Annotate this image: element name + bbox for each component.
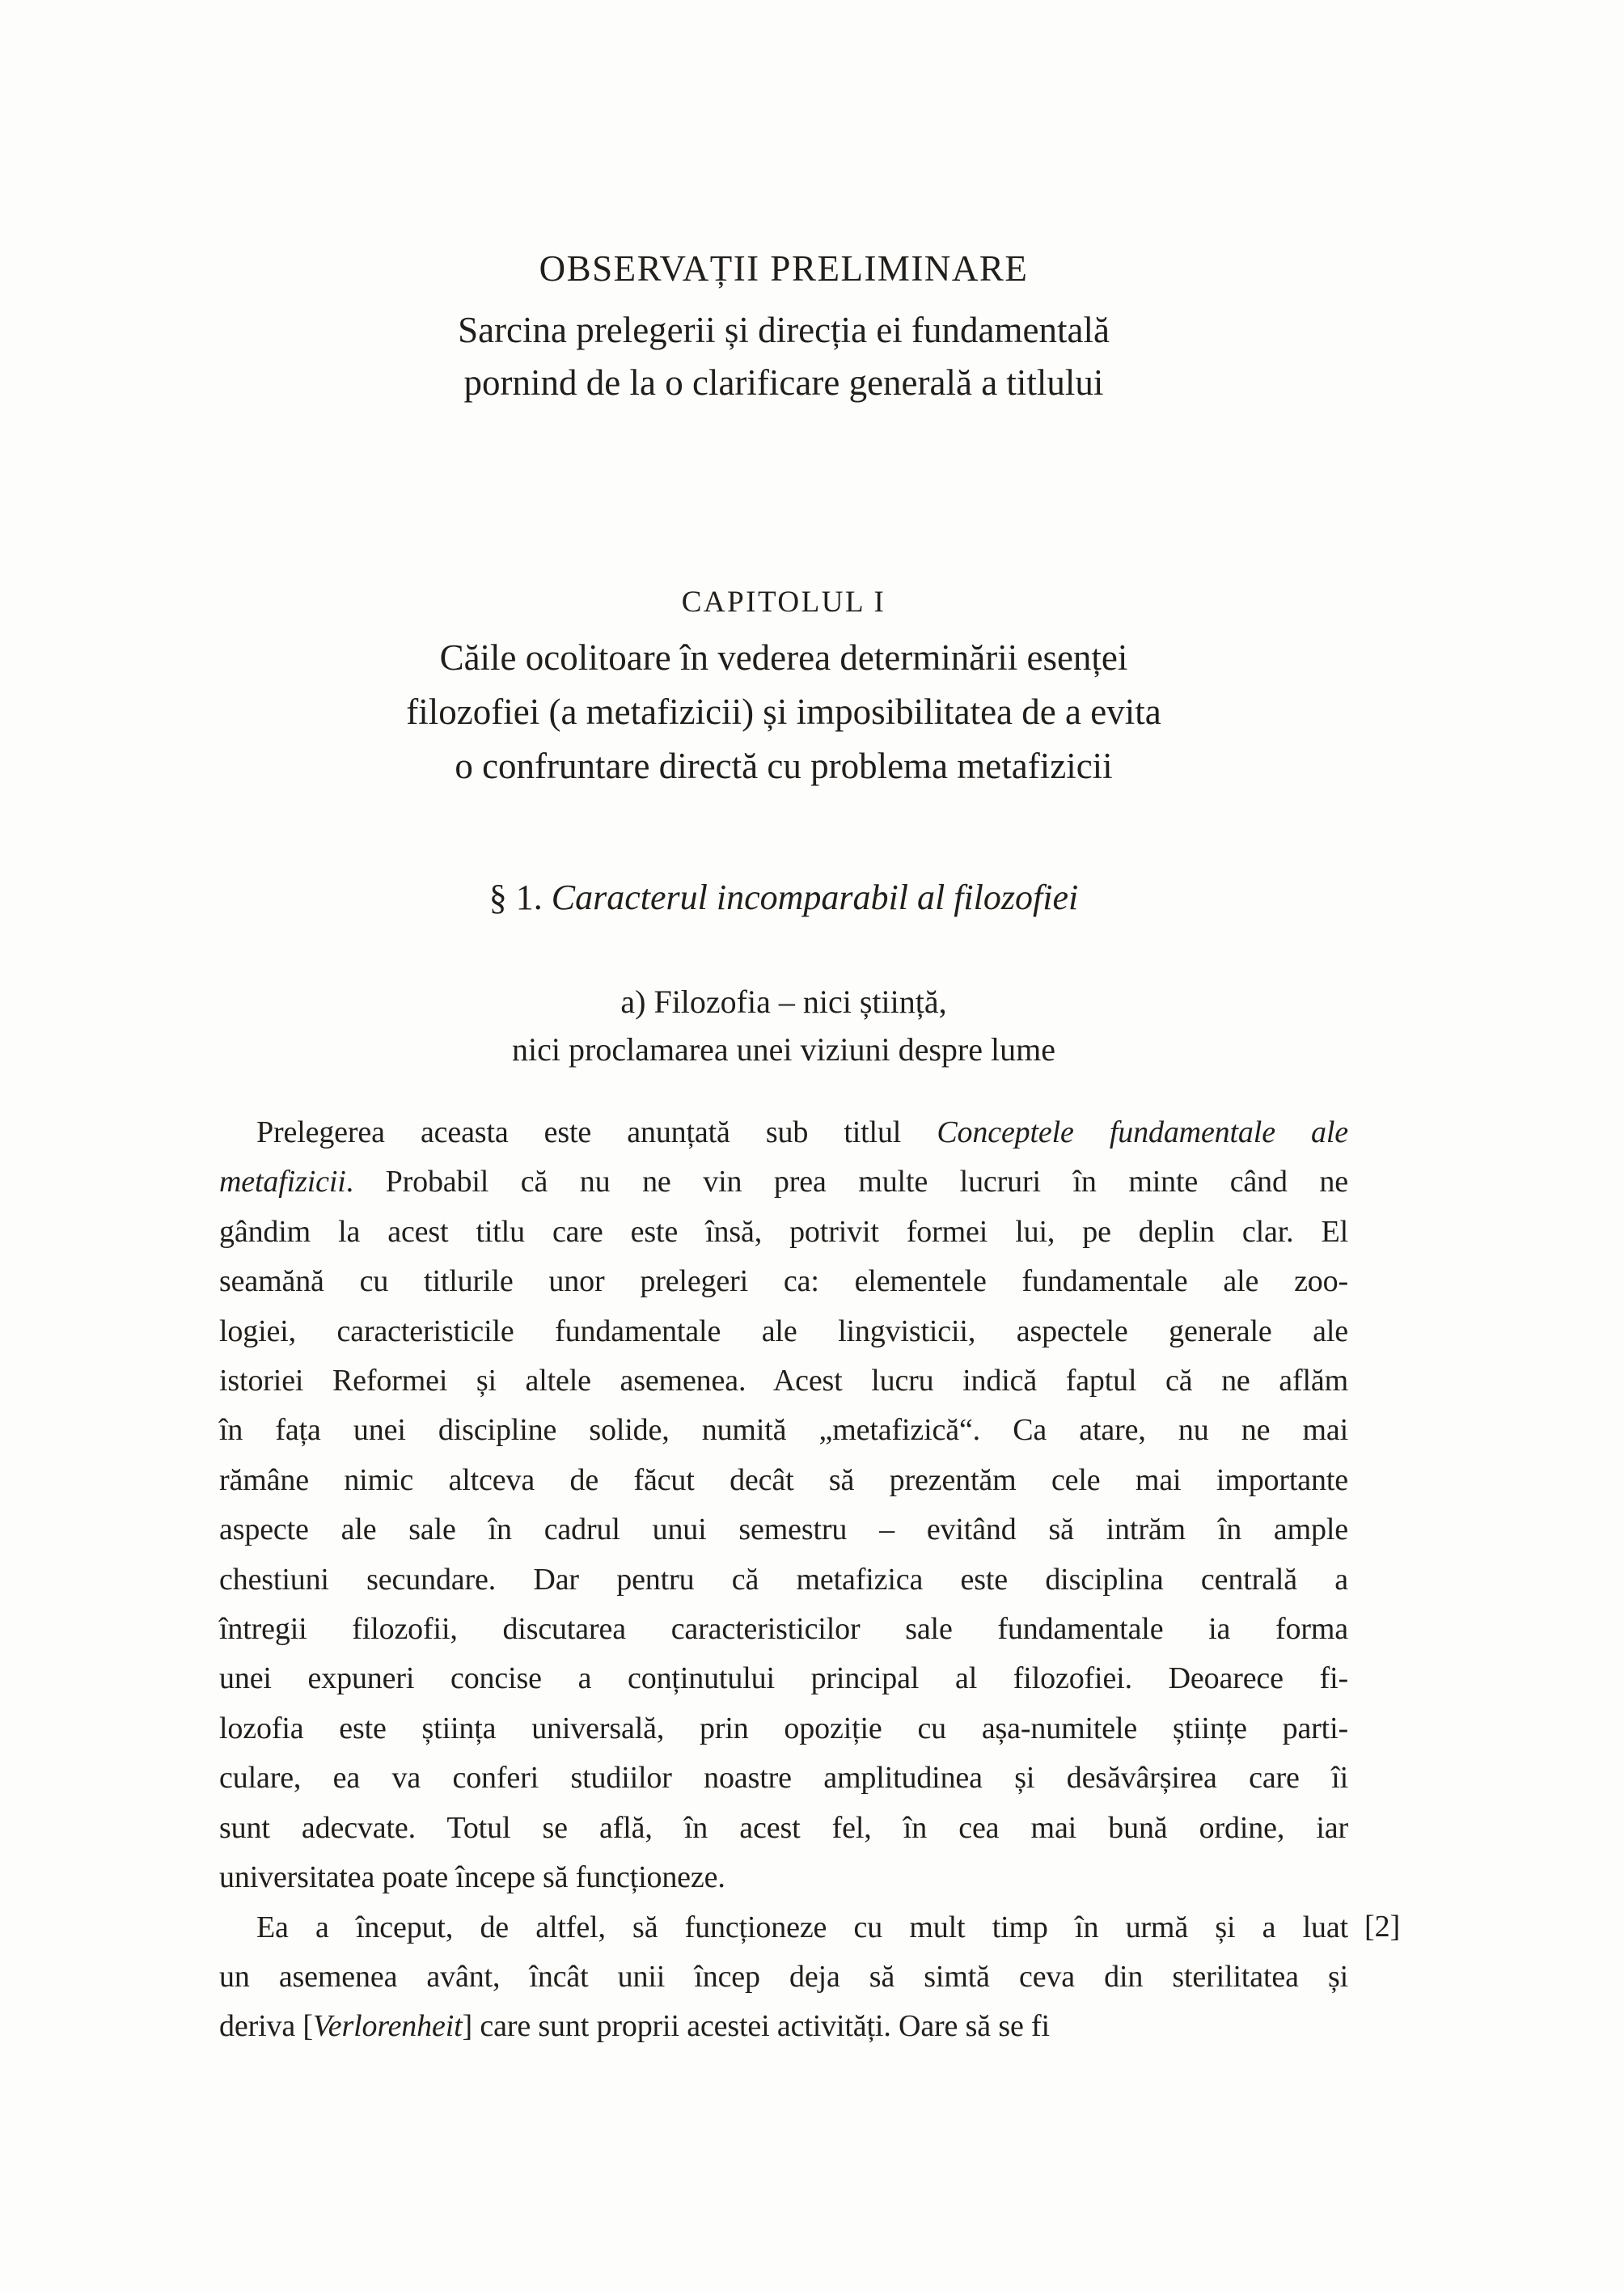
paragraph bbox=[219, 1903, 1348, 2052]
subsection-line-1: a) Filozofia – nici știință, bbox=[620, 984, 947, 1020]
text-line: istoriei Reformei și altele asemenea. Acest lucru indică faptul că ne aflăm bbox=[219, 1364, 1348, 1398]
text-line: rămâne nimic altceva de făcut decât să prezentăm cele mai importante bbox=[219, 1462, 1348, 1497]
paragraph bbox=[219, 1108, 1348, 1903]
section-heading bbox=[219, 872, 1348, 924]
text-line: un asemenea avânt, încât unii încep deja să simtă ceva din sterilitatea și bbox=[219, 1959, 1348, 1994]
text-line: în fața unei discipline solide, numită „metafizică“. Ca atare, nu ne mai bbox=[219, 1413, 1348, 1448]
text-line: unei expuneri concise a conținutului principal al filozofiei. Deoarece fi- bbox=[219, 1661, 1348, 1696]
text-line: Ea a început, de altfel, să funcționeze cu mult timp în urmă și a luat bbox=[256, 1910, 1348, 1944]
chapter-title bbox=[219, 631, 1348, 793]
text-line: întregii filozofii, discutarea caracteristicilor sale fundamentale ia forma bbox=[219, 1612, 1348, 1647]
margin-page-marker: [2] bbox=[1364, 1910, 1401, 1944]
text-line: aspecte ale sale în cadrul unui semestru – evitând să intrăm în ample bbox=[219, 1512, 1348, 1547]
subsection-line-2: nici proclamarea unei viziuni despre lume bbox=[512, 1031, 1055, 1068]
text-line: seamănă cu titlurile unor prelegeri ca: elementele fundamentale ale zoo- bbox=[219, 1264, 1348, 1299]
preliminary-subtitle-line-2: pornind de la o clarificare generală a titlului bbox=[463, 362, 1104, 403]
chapter-label: CAPITOLUL I bbox=[681, 586, 886, 619]
subsection-heading bbox=[219, 978, 1348, 1073]
text-line: Prelegerea aceasta este anunțată sub titlul Conceptele fundamentale ale bbox=[256, 1115, 1348, 1149]
text-line: culare, ea va conferi studiilor noastre amplitudinea și desăvârșirea care îi bbox=[219, 1761, 1348, 1796]
chapter-heading bbox=[219, 579, 1348, 793]
text-line: deriva [Verlorenheit] care sunt proprii acestei activități. Oare să se fi bbox=[219, 2009, 1050, 2044]
section-number: § 1. bbox=[488, 878, 543, 917]
body-text bbox=[219, 1108, 1348, 2052]
text-line: universitatea poate începe să funcționeze. bbox=[219, 1860, 725, 1895]
text-line: sunt adecvate. Totul se află, în acest fel, în cea mai bună ordine, iar bbox=[219, 1810, 1348, 1845]
chapter-title-line-1: Căile ocolitoare în vederea determinării esenței bbox=[439, 637, 1128, 678]
text-line: lozofia este știința universală, prin opoziție cu așa-numitele științe parti- bbox=[219, 1711, 1348, 1745]
text-line: chestiuni secundare. Dar pentru că metafizica este disciplina centrală a bbox=[219, 1562, 1348, 1597]
section-title: Caracterul incomparabil al filozofiei bbox=[551, 878, 1079, 917]
preliminary-subtitle-line-1: Sarcina prelegerii și direcția ei fundamentală bbox=[458, 310, 1110, 350]
text-line: metafizicii. Probabil că nu ne vin prea multe lucruri în minte când ne bbox=[219, 1165, 1348, 1199]
preliminary-title: OBSERVAȚII PRELIMINARE bbox=[539, 248, 1029, 289]
preliminary-heading bbox=[219, 243, 1348, 409]
chapter-title-line-3: o confruntare directă cu problema metafizicii bbox=[455, 746, 1113, 786]
chapter-title-line-2: filozofiei (a metafizicii) și imposibilitatea de a evita bbox=[406, 692, 1161, 732]
text-line: gândim la acest titlu care este însă, potrivit formei lui, pe deplin clar. El bbox=[219, 1214, 1348, 1249]
text-line: logiei, caracteristicile fundamentale ale lingvisticii, aspectele generale ale bbox=[219, 1314, 1348, 1348]
